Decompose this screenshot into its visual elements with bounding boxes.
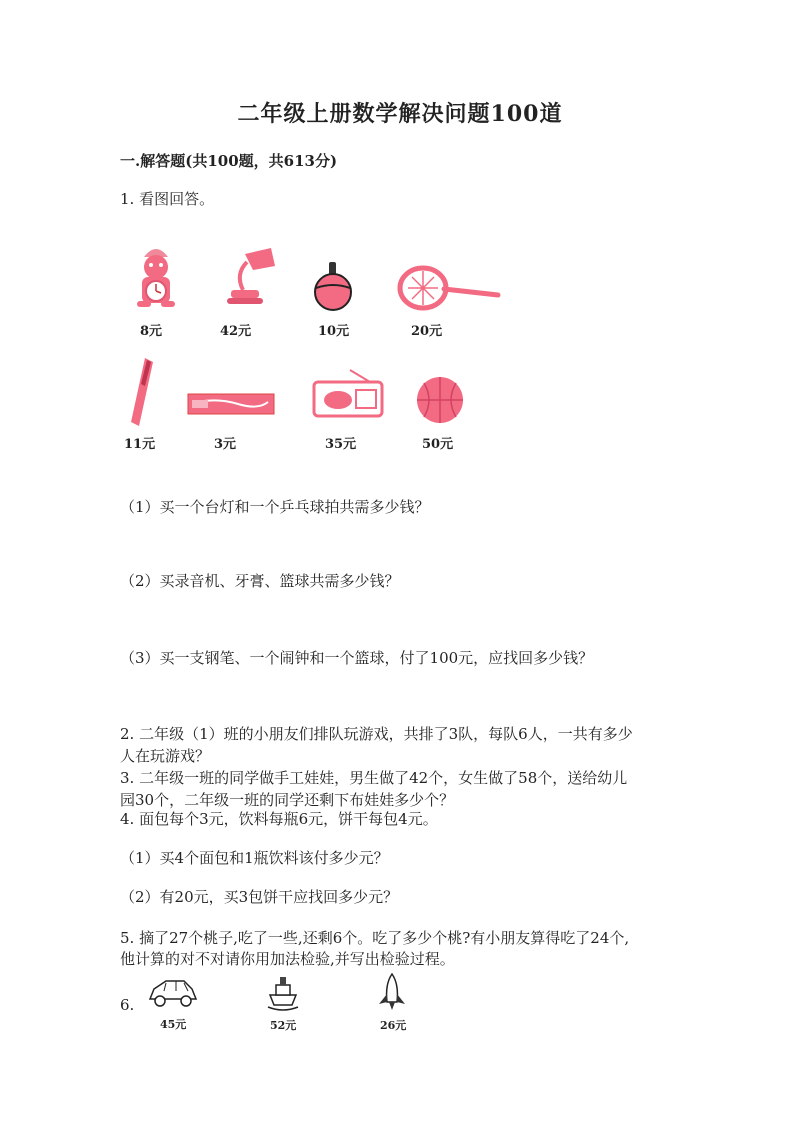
section-heading: 一.解答题(共100题，共613分) bbox=[120, 152, 338, 170]
price-label: 52元 bbox=[270, 1019, 297, 1032]
toy-rocket-icon bbox=[377, 972, 407, 1014]
toothpaste-icon bbox=[188, 392, 276, 418]
question-1-sub-3: （3）买一支钢笔、一个闹钟和一个篮球，付了100元，应找回多少钱？ bbox=[120, 649, 594, 667]
price-label: 50元 bbox=[422, 437, 454, 452]
question-1-stem: 1. 看图回答。 bbox=[120, 190, 215, 208]
question-4-sub-1: （1）买4个面包和1瓶饮料该付多少元？ bbox=[120, 849, 389, 867]
question-1-sub-2: （2）买录音机、牙膏、篮球共需多少钱？ bbox=[120, 572, 400, 590]
price-label: 10元 bbox=[318, 324, 350, 339]
question-3-line-2: 园30个，二年级一班的同学还剩下布娃娃多少个？ bbox=[120, 791, 455, 809]
price-label: 20元 bbox=[411, 324, 443, 339]
question-5-line-2: 他计算的对不对请你用加法检验,并写出检验过程。 bbox=[120, 950, 455, 968]
price-label: 8元 bbox=[140, 324, 163, 339]
question-5-line-1: 5. 摘了27个桃子,吃了一些,还剩6个。吃了多少个桃?有小朋友算得吃了24个, bbox=[120, 929, 630, 947]
fountain-pen-icon bbox=[127, 356, 157, 428]
radio-icon bbox=[312, 368, 384, 420]
basketball-icon bbox=[414, 375, 466, 425]
alarm-clock-icon bbox=[134, 243, 178, 309]
price-label: 11元 bbox=[124, 437, 156, 452]
question-4-stem: 4. 面包每个3元，饮料每瓶6元，饼干每包4元。 bbox=[120, 810, 438, 828]
question-3-line-1: 3. 二年级一班的同学做手工娃娃，男生做了42个，女生做了58个，送给幼儿 bbox=[120, 769, 628, 787]
question-2-line-1: 2. 二年级（1）班的小朋友们排队玩游戏，共排了3队，每队6人，一共有多少 bbox=[120, 725, 633, 743]
price-label: 3元 bbox=[214, 437, 237, 452]
page-title: 二年级上册数学解决问题100道 bbox=[237, 101, 563, 127]
toy-car-icon bbox=[146, 975, 200, 1011]
price-label: 35元 bbox=[325, 437, 357, 452]
question-1-sub-1: （1）买一个台灯和一个乒乓球拍共需多少钱？ bbox=[120, 498, 430, 516]
question-2-line-2: 人在玩游戏？ bbox=[120, 747, 211, 765]
question-6-stem: 6. bbox=[120, 996, 135, 1014]
ping-pong-paddle-icon bbox=[312, 262, 354, 312]
toy-ship-icon bbox=[266, 973, 300, 1013]
price-label: 42元 bbox=[220, 324, 252, 339]
price-label: 26元 bbox=[380, 1019, 407, 1032]
desk-lamp-icon bbox=[221, 244, 277, 308]
price-label: 45元 bbox=[160, 1018, 187, 1031]
badminton-racket-icon bbox=[398, 265, 500, 311]
question-4-sub-2: （2）有20元，买3包饼干应找回多少元？ bbox=[120, 888, 399, 906]
